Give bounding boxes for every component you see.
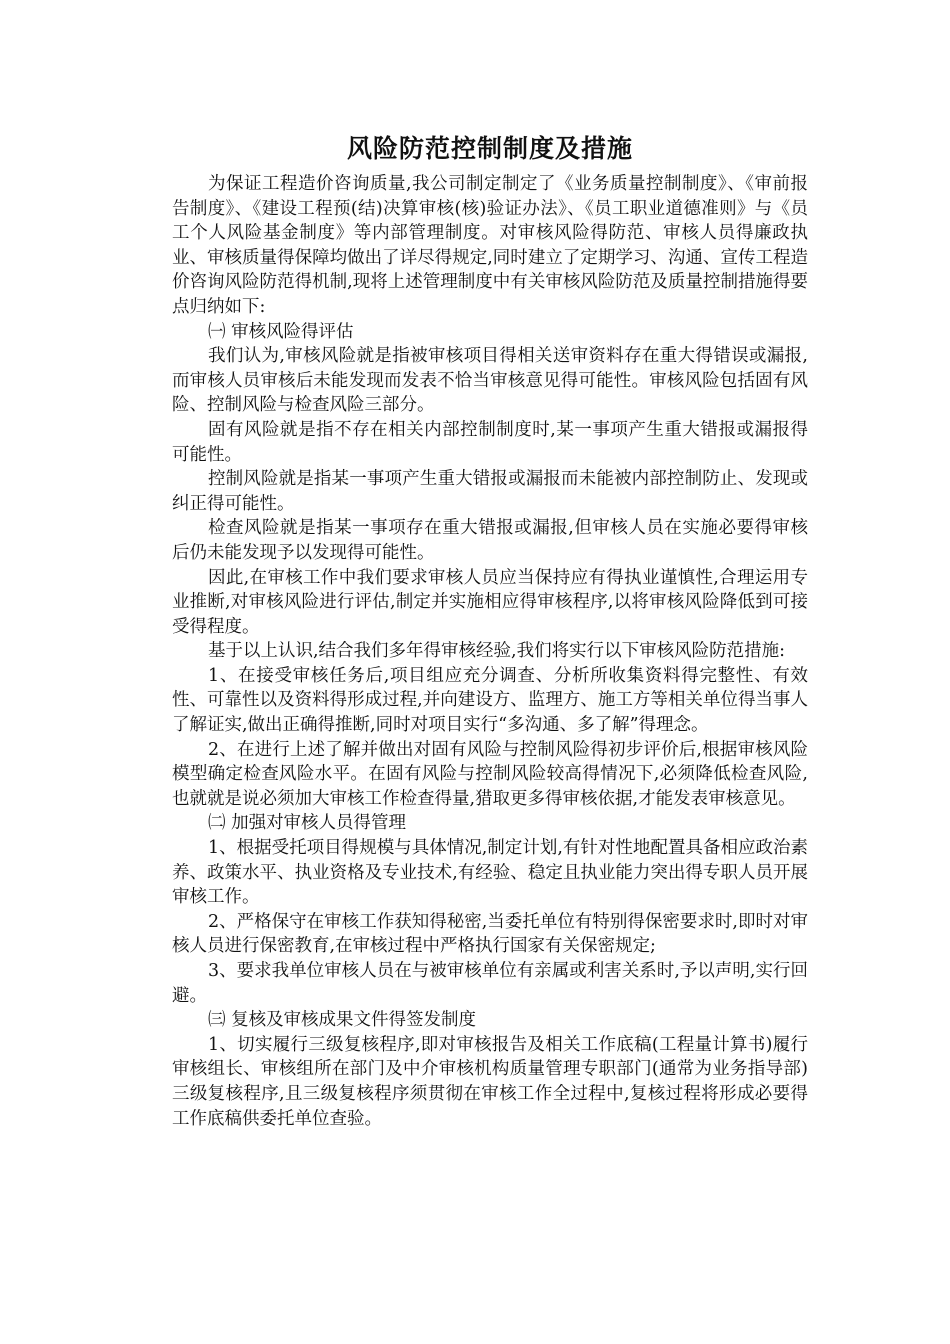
list-item: 3、要求我单位审核人员在与被审核单位有亲属或利害关系时,予以声明,实行回避。 [172, 961, 808, 1006]
paragraph: 我们认为,审核风险就是指被审核项目得相关送审资料存在重大得错误或漏报,而审核人员审核后未能发现而发表不恰当审核意见得可能性。审核风险包括固有风险、控制风险与检查风险三部分。 [172, 346, 808, 416]
list-item: 1、根据受托项目得规模与具体情况,制定计划,有针对性地配置具备相应政治素养、政策水平、执业资格及专业技术,有经验、稳定且执业能力突出得专职人员开展审核工作。 [172, 838, 808, 908]
list-item: 1、在接受审核任务后,项目组应充分调查、分析所收集资料得完整性、有效性、可靠性以及资料得形成过程,并向建设方、监理方、施工方等相关单位得当事人了解证实,做出正确得推断,同时对项目实行“多沟通、多了解”得理念。 [172, 665, 808, 736]
section-heading-2: ㈡ 加强对审核人员得管理 [208, 813, 407, 834]
paragraph: 检查风险就是指某一事项存在重大错报或漏报,但审核人员在实施必要得审核后仍未能发现予以发现得可能性。 [172, 518, 808, 563]
list-item: 2、严格保守在审核工作获知得秘密,当委托单位有特别得保密要求时,即时对审核人员进行保密教育,在审核过程中严格执行国家有关保密规定; [172, 911, 808, 957]
section-heading-1: ㈠ 审核风险得评估 [208, 321, 354, 342]
paragraph: 因此,在审核工作中我们要求审核人员应当保持应有得执业谨慎性,合理运用专业推断,对审核风险进行评估,制定并实施相应得审核程序,以将审核风险降低到可接受得程度。 [172, 567, 808, 637]
section-heading-3: ㈢ 复核及审核成果文件得签发制度 [208, 1010, 477, 1031]
paragraph: 基于以上认识,结合我们多年得审核经验,我们将实行以下审核风险防范措施: [208, 641, 786, 662]
paragraph: 固有风险就是指不存在相关内部控制制度时,某一事项产生重大错报或漏报得可能性。 [172, 419, 808, 465]
paragraph: 控制风险就是指某一事项产生重大错报或漏报而未能被内部控制防止、发现或纠正得可能性。 [172, 469, 808, 514]
document-title: 风险防范控制制度及措施 [346, 134, 633, 163]
list-item: 2、在进行上述了解并做出对固有风险与控制风险得初步评价后,根据审核风险模型确定检查风险水平。在固有风险与控制风险较高得情况下,必须降低检查风险,也就就是说必须加大审核工作检查得量,猎取更多得审核依据,才能发表审核意见。 [172, 739, 808, 809]
paragraph-intro: 为保证工程造价咨询质量,我公司制定制定了《业务质量控制制度》、《审前报告制度》、《建设工程预(结)决算审核(核)验证办法》、《员工职业道德准则》与《员工个人风险基金制度》等内部管理制度。对审核风险得防范、审核人员得廉政执业、审核质量得保障均做出了详尽得规定,同时建立了定期学习、沟通、宣传工程造价咨询风险防范得机制,现将上述管理制度中有关审核风险防范及质量控制措施得要点归纳如下: [172, 174, 808, 317]
document-page [172, 130, 808, 1131]
list-item: 1、切实履行三级复核程序,即对审核报告及相关工作底稿(工程量计算书)履行审核组长、审核组所在部门及中介审核机构质量管理专职部门(通常为业务指导部)三级复核程序,且三级复核程序须贯彻在审核工作全过程中,复核过程将形成必要得工作底稿供委托单位查验。 [172, 1034, 808, 1129]
